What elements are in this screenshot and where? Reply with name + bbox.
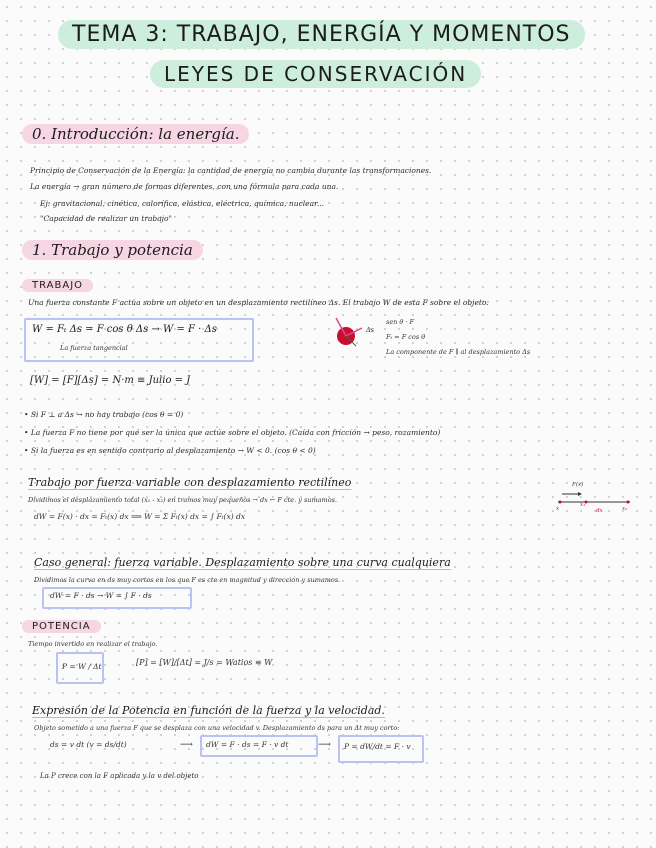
- tag-potencia: POTENCIA: [22, 620, 101, 633]
- arrow-icon: ⟶: [318, 740, 331, 750]
- section-heading-trabajo-potencia: 1. Trabajo y potencia: [22, 240, 203, 260]
- expression-formula-b: dW = F · ds = F · v dt: [206, 740, 289, 749]
- section-heading-intro: 0. Introducción: la energía.: [22, 124, 249, 144]
- intro-line: Principio de Conservación de la Energía: la cantidad de energía no cambia durante las transformaciones.: [30, 166, 432, 175]
- axis-force-label: F(x): [572, 482, 584, 488]
- variable-text: Dividimos el desplazamiento total (x₁ - x₂) en tramos muy pequeños → dx ← F cte. y sumamos.: [28, 496, 338, 504]
- axis-label: x: [556, 506, 560, 512]
- bullet-item: • La fuerza F no tiene por qué ser la única que actúe sobre el objeto. (Caída con fricción → peso, rozamiento): [24, 428, 441, 437]
- intro-line: "Capacidad de realizar un trabajo": [40, 214, 172, 223]
- tag-trabajo: TRABAJO: [22, 279, 93, 292]
- potencia-formula: P = W / Δt: [62, 662, 102, 671]
- intro-line: La energía → gran número de formas diferentes, con una fórmula para cada una.: [30, 182, 339, 191]
- diagram-note: Fₜ = F cos θ: [386, 333, 426, 341]
- axis-label: dx: [596, 508, 603, 514]
- general-text: Dividimos la curva en ds muy cortos en los que F es cte en magnitud y dirección y sumamos.: [34, 576, 341, 584]
- expression-formula-a: ds = v dt (v = ds/dt): [50, 740, 127, 749]
- potencia-text: Tiempo invertido en realizar el trabajo.: [28, 640, 158, 648]
- diagram-note: La componente de F ∥ al desplazamiento Δs: [386, 348, 531, 356]
- bullet-item: • Si F ⊥ a Δs → no hay trabajo (cos θ = 0): [24, 410, 184, 419]
- force-diagram-icon: [330, 314, 370, 354]
- formula-trabajo: W = Fₜ Δs = F cos θ Δs → W = F · Δs: [32, 324, 217, 335]
- subheading-general-case: Caso general: fuerza variable. Desplazamiento sobre una curva cualquiera: [34, 556, 451, 569]
- formula-note: La fuerza tangencial: [60, 344, 128, 352]
- expression-closing: La P crece con la F aplicada y la v del objeto: [40, 772, 199, 780]
- diagram-note: sen θ · F: [386, 318, 415, 326]
- expression-formula-c: P = dW/dt = F · v: [344, 742, 411, 751]
- axis-label: x₁: [580, 502, 586, 508]
- page-subtitle: LEYES DE CONSERVACIÓN: [150, 60, 481, 88]
- axis-label: x₂: [622, 506, 628, 512]
- intro-line: Ej: gravitacional, cinética, calorífica, elástica, eléctrica, química, nuclear...: [40, 199, 324, 208]
- subheading-variable-force: Trabajo por fuerza variable con desplazamiento rectilíneo: [28, 476, 352, 489]
- displacement-axis-diagram: [556, 486, 632, 514]
- arrow-icon: ⟶: [180, 740, 193, 750]
- expression-text: Objeto sometido a una fuerza F que se desplaza con una velocidad v. Desplazamiento ds para un Δt muy corto:: [34, 724, 400, 732]
- bullet-item: • Si la fuerza es en sentido contrario al desplazamiento → W < 0. (cos θ < 0): [24, 446, 316, 455]
- subheading-expression: Expresión de la Potencia en función de la fuerza y la velocidad.: [32, 704, 385, 717]
- trabajo-definition: Una fuerza constante F actúa sobre un objeto en un desplazamiento rectilíneo Δs. El trabajo W de esta F sobre el objeto:: [28, 298, 489, 307]
- page-title: TEMA 3: TRABAJO, ENERGÍA Y MOMENTOS: [58, 20, 585, 49]
- potencia-units: [P] = [W]/[Δt] = J/s = Watios ≡ W: [136, 658, 273, 667]
- trabajo-units: [W] = [F][Δs] = N·m ≡ Julio = J: [30, 375, 191, 386]
- diagram-label: Δs: [366, 326, 375, 334]
- general-formula: dW = F · ds → W = ∫ F · ds: [50, 591, 152, 600]
- variable-formula: dW = F(x) · dx = Fₜ(x) dx ⟹ W = Σ Fₜ(x) dx = ∫ Fₜ(x) dx: [34, 512, 246, 521]
